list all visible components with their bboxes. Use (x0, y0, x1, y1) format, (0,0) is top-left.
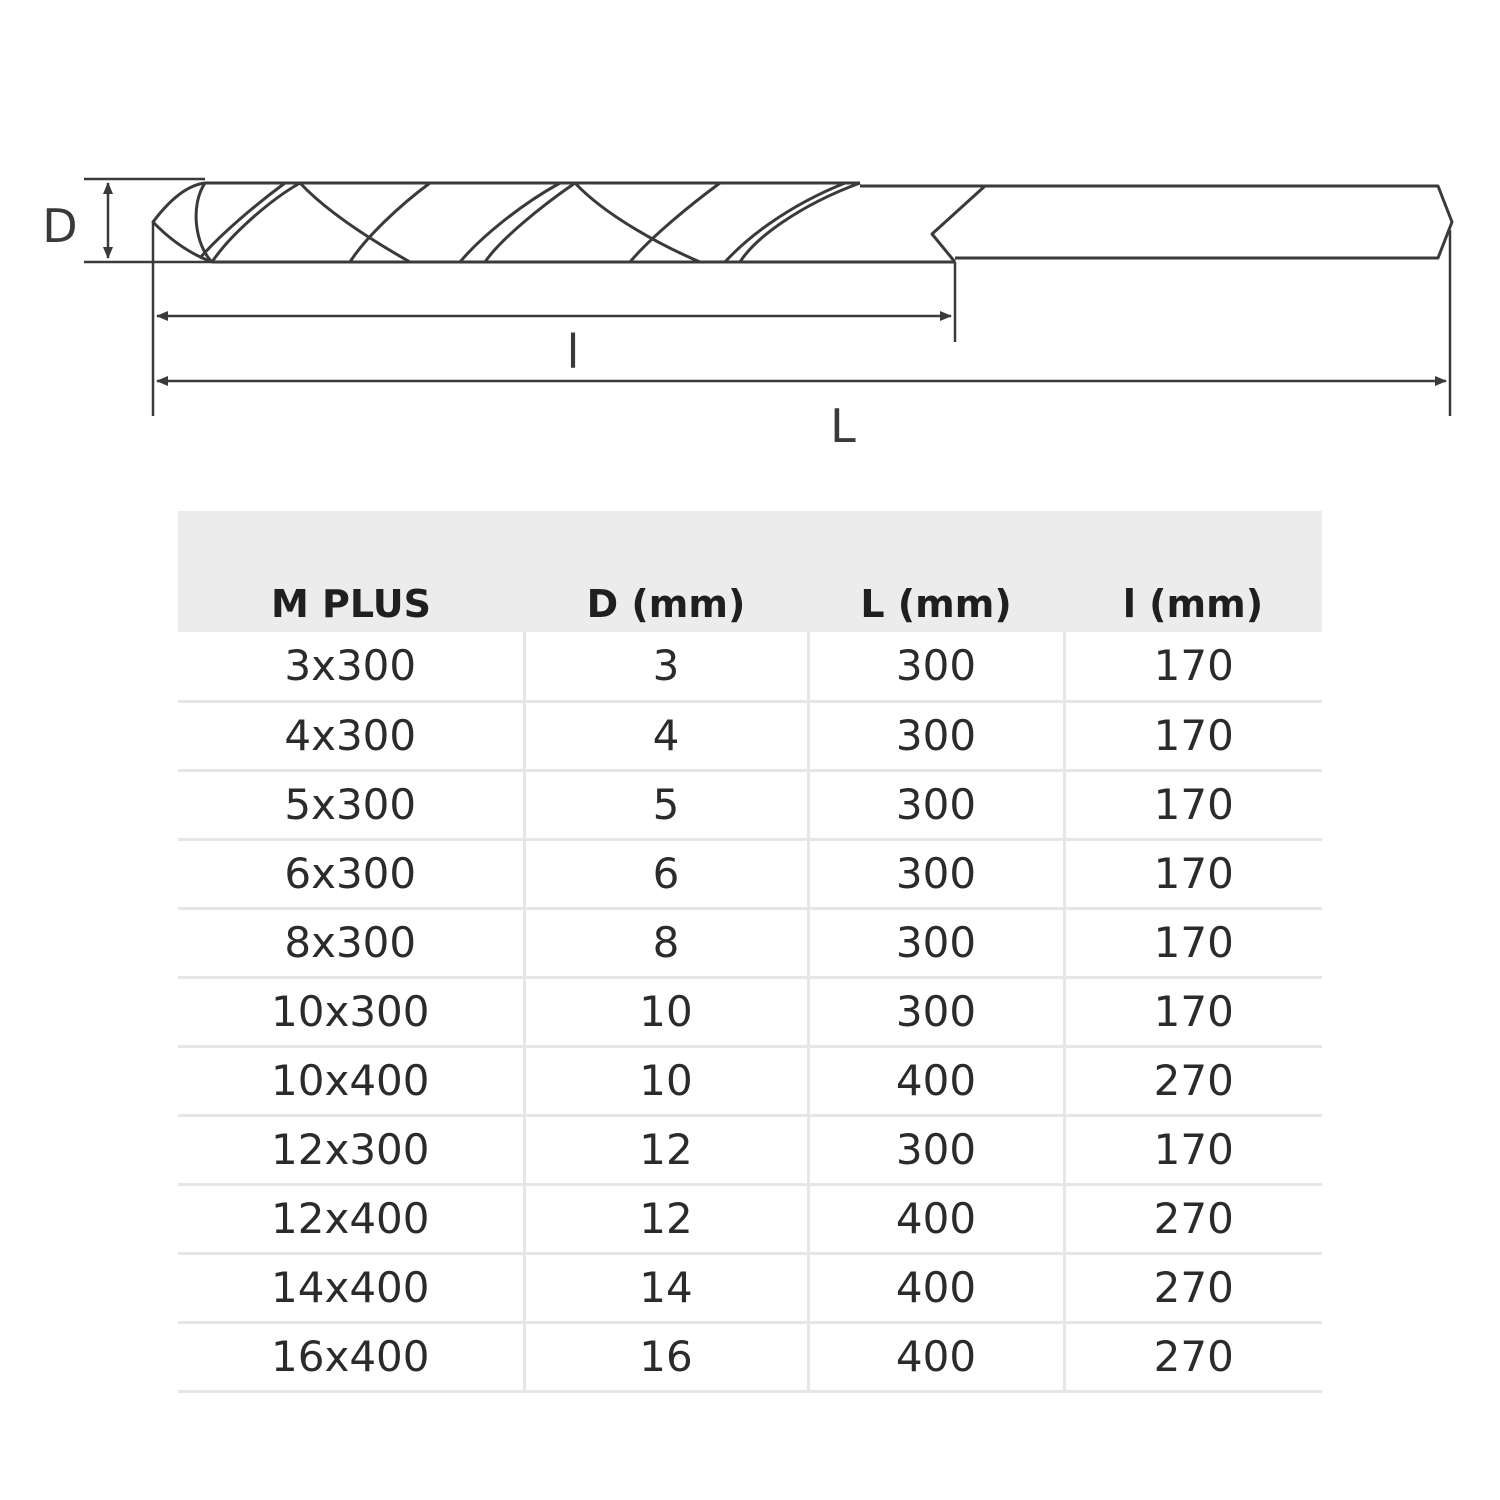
cell-working-length: 170 (1064, 908, 1322, 977)
cell-total-length: 300 (808, 908, 1064, 977)
cell-working-length: 270 (1064, 1322, 1322, 1391)
cell-model: 12x300 (178, 1115, 524, 1184)
header-diameter: D (mm) (524, 511, 808, 632)
cell-diameter: 16 (524, 1322, 808, 1391)
drill-bit-dimension-drawing (0, 0, 1500, 480)
cell-diameter: 3 (524, 632, 808, 701)
cell-diameter: 8 (524, 908, 808, 977)
cell-diameter: 4 (524, 701, 808, 770)
cell-working-length: 170 (1064, 701, 1322, 770)
total-length-label: L (830, 399, 856, 453)
table-row (178, 1253, 1322, 1322)
table-row (178, 1046, 1322, 1115)
cell-diameter: 12 (524, 1115, 808, 1184)
cell-total-length: 300 (808, 770, 1064, 839)
cell-total-length: 400 (808, 1322, 1064, 1391)
header-row (178, 511, 1322, 632)
cell-diameter: 10 (524, 1046, 808, 1115)
table-row (178, 701, 1322, 770)
cell-working-length: 170 (1064, 1115, 1322, 1184)
cell-total-length: 400 (808, 1184, 1064, 1253)
table-row (178, 977, 1322, 1046)
cell-diameter: 6 (524, 839, 808, 908)
table-header (178, 511, 1322, 632)
working-length-label: l (566, 325, 580, 379)
cell-model: 16x400 (178, 1322, 524, 1391)
cell-working-length: 270 (1064, 1253, 1322, 1322)
cell-model: 8x300 (178, 908, 524, 977)
cell-total-length: 400 (808, 1253, 1064, 1322)
cell-model: 3x300 (178, 632, 524, 701)
table-row (178, 1115, 1322, 1184)
cell-total-length: 300 (808, 701, 1064, 770)
specification-table (178, 511, 1322, 1393)
table-row (178, 770, 1322, 839)
cell-diameter: 12 (524, 1184, 808, 1253)
specification-table-container (178, 511, 1322, 1393)
table-row (178, 1184, 1322, 1253)
cell-model: 4x300 (178, 701, 524, 770)
header-model: M PLUS (178, 511, 524, 632)
header-working-length: l (mm) (1064, 511, 1322, 632)
cell-model: 5x300 (178, 770, 524, 839)
cell-total-length: 300 (808, 977, 1064, 1046)
cell-total-length: 400 (808, 1046, 1064, 1115)
cell-diameter: 10 (524, 977, 808, 1046)
table-body (178, 632, 1322, 1391)
table-row (178, 1322, 1322, 1391)
cell-model: 12x400 (178, 1184, 524, 1253)
table-row (178, 908, 1322, 977)
cell-total-length: 300 (808, 1115, 1064, 1184)
cell-diameter: 14 (524, 1253, 808, 1322)
drill-bit-outline (153, 183, 1452, 262)
cell-model: 10x400 (178, 1046, 524, 1115)
cell-diameter: 5 (524, 770, 808, 839)
cell-working-length: 170 (1064, 839, 1322, 908)
cell-total-length: 300 (808, 632, 1064, 701)
diameter-label: D (42, 199, 78, 253)
cell-total-length: 300 (808, 839, 1064, 908)
cell-model: 10x300 (178, 977, 524, 1046)
cell-model: 14x400 (178, 1253, 524, 1322)
dimension-lines (84, 179, 1450, 416)
cell-model: 6x300 (178, 839, 524, 908)
cell-working-length: 270 (1064, 1184, 1322, 1253)
cell-working-length: 170 (1064, 632, 1322, 701)
cell-working-length: 170 (1064, 770, 1322, 839)
table-row (178, 632, 1322, 701)
cell-working-length: 270 (1064, 1046, 1322, 1115)
table-row (178, 839, 1322, 908)
cell-working-length: 170 (1064, 977, 1322, 1046)
header-total-length: L (mm) (808, 511, 1064, 632)
